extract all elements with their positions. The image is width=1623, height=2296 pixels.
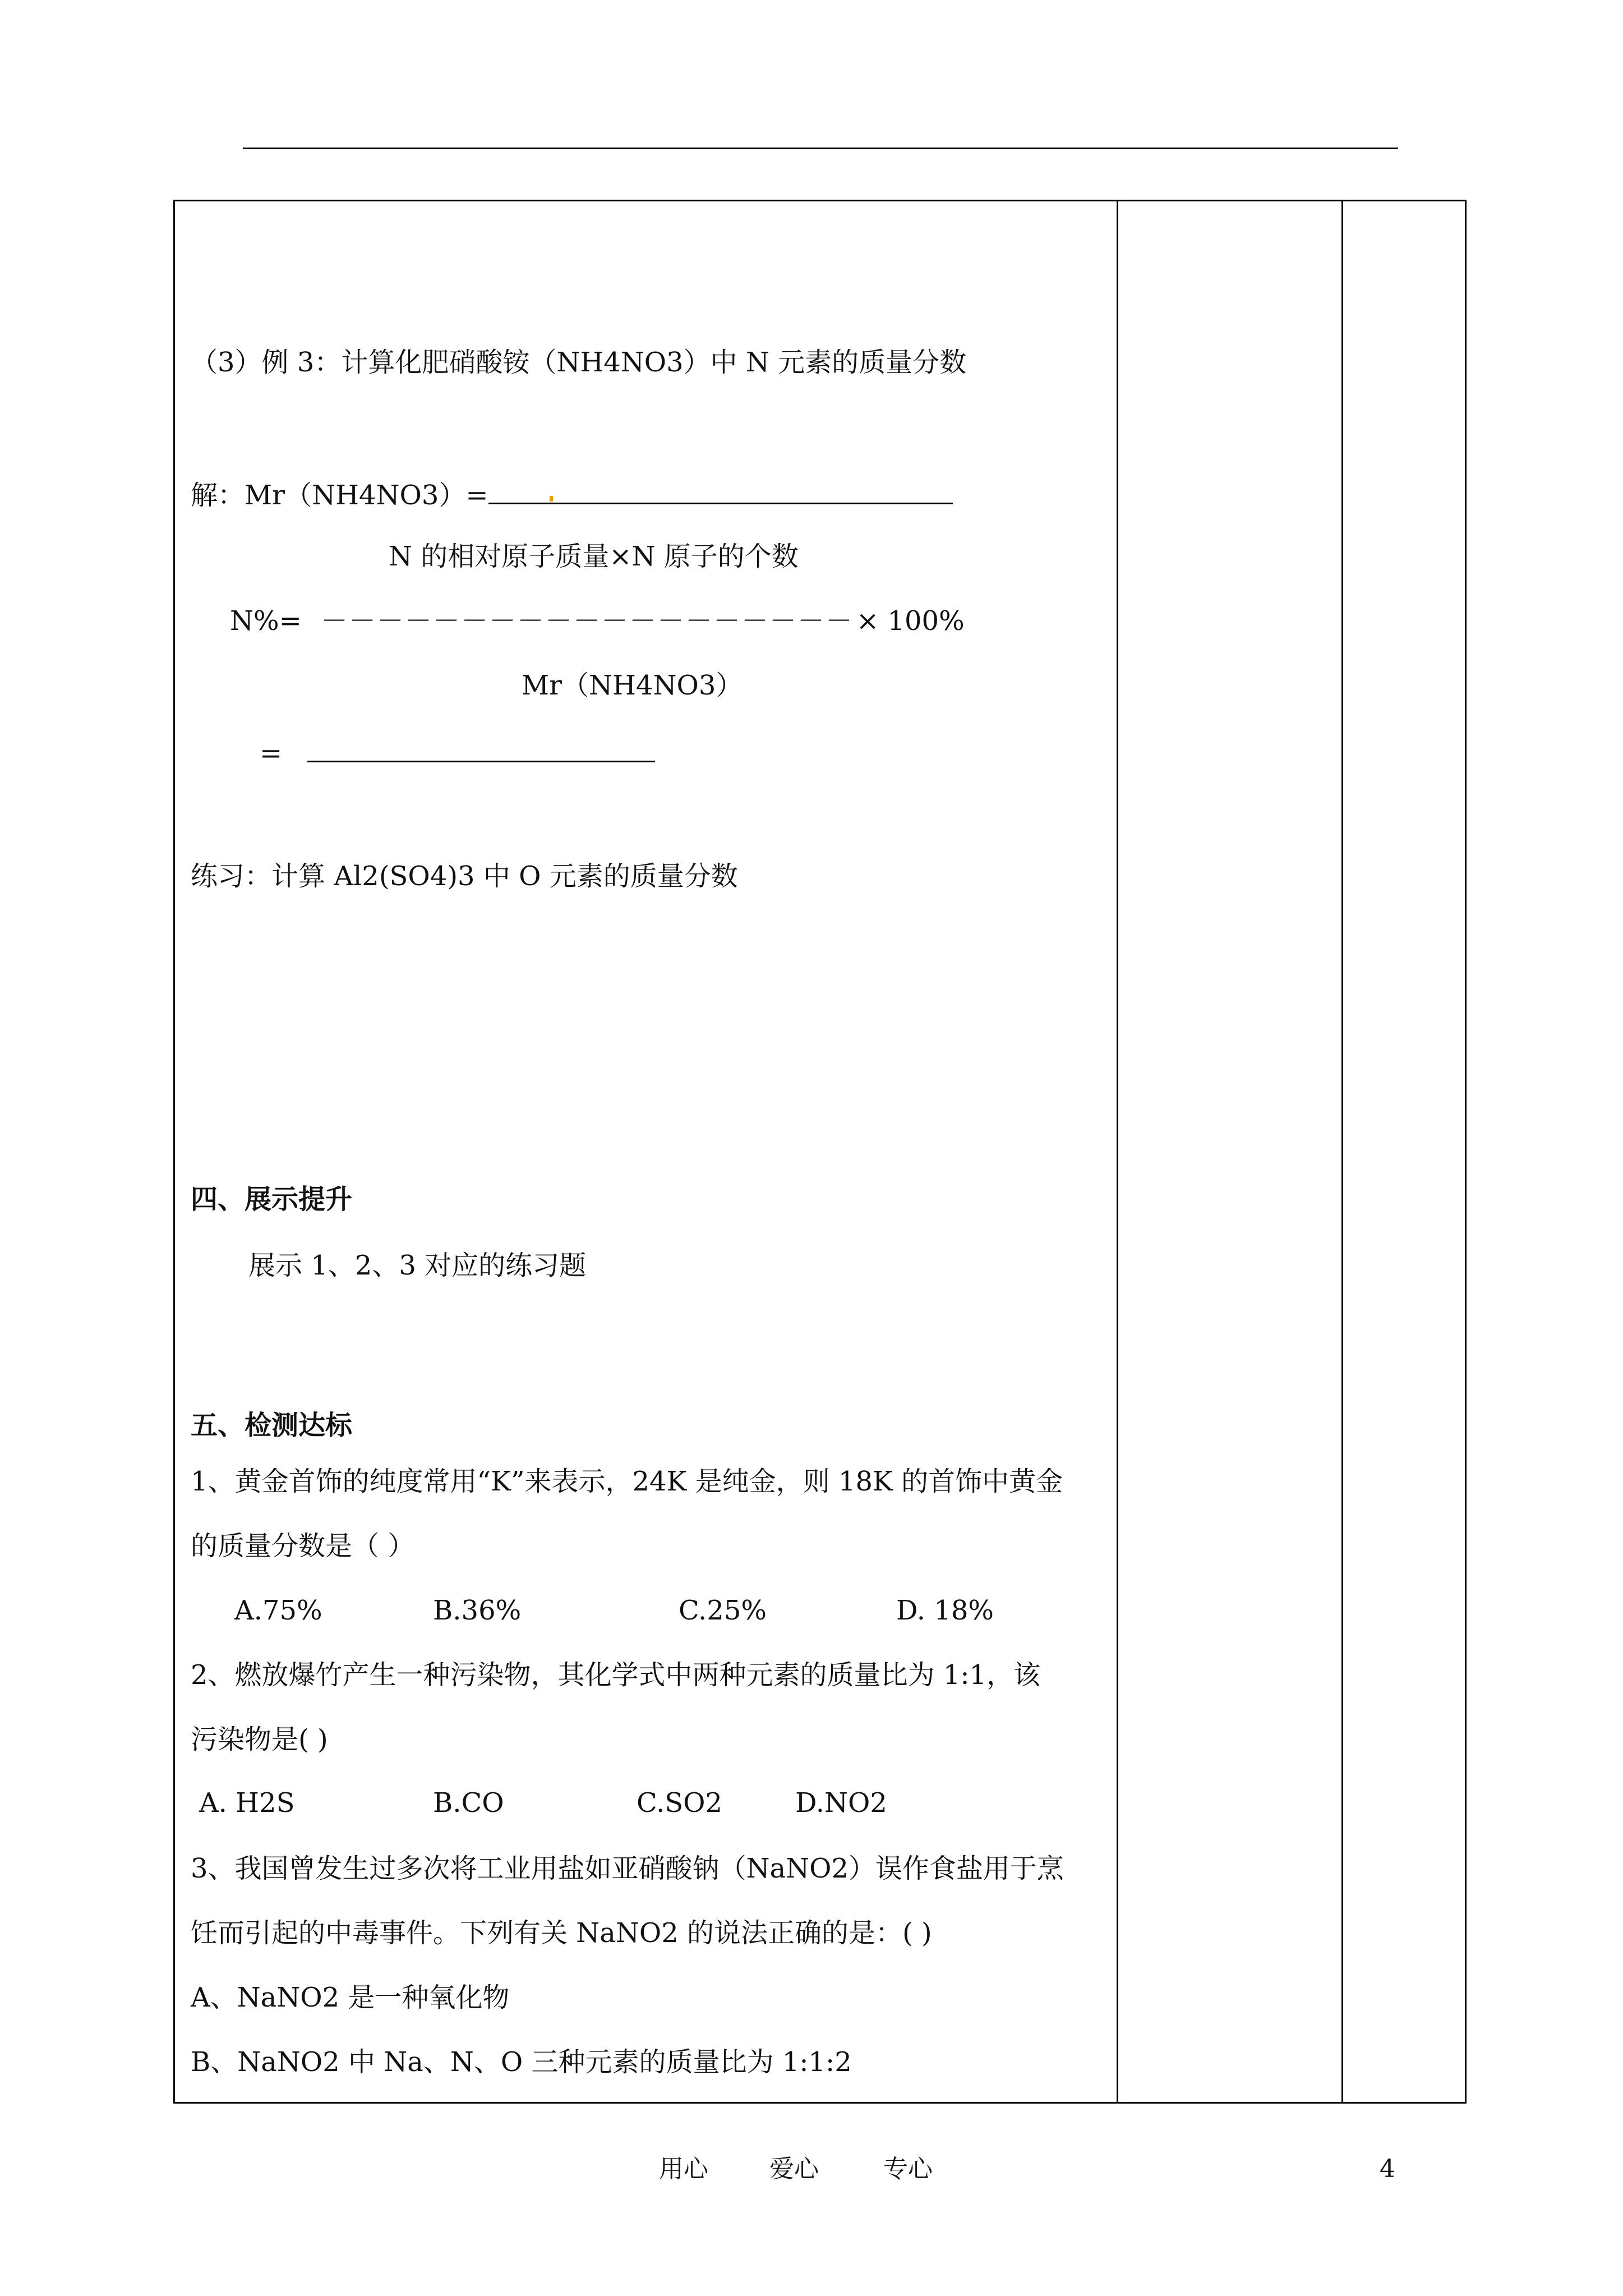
- q1-option-b: B.36%: [433, 1595, 522, 1626]
- fraction-bar: －－－－－－－－－－－－－－－－－－－: [321, 605, 854, 637]
- practice-question: 练习：计算 Al2(SO4)3 中 O 元素的质量分数: [191, 861, 738, 892]
- q1-line-2: 的质量分数是（ ）: [191, 1530, 415, 1562]
- q2-option-d: D.NO2: [795, 1787, 887, 1819]
- q1-option-a: A.75%: [234, 1595, 322, 1626]
- answer-blank-2: [307, 736, 655, 762]
- table-column-divider-1: [1117, 200, 1118, 2104]
- q2-option-c: C.SO2: [637, 1787, 723, 1819]
- equals-sign: =: [260, 738, 283, 769]
- q3-line-2: 饪而引起的中毒事件。下列有关 NaNO2 的说法正确的是：( ): [191, 1917, 932, 1949]
- q2-line-2: 污染物是( ): [191, 1724, 328, 1755]
- table-column-divider-2: [1341, 200, 1343, 2104]
- percent-label: N%=: [230, 605, 302, 637]
- fraction-denominator: Mr（NH4NO3）: [522, 670, 743, 701]
- highlight-mark: [550, 496, 553, 501]
- section4-text: 展示 1、2、3 对应的练习题: [248, 1250, 587, 1281]
- table-left-border: [173, 200, 175, 2104]
- table-top-border: [173, 200, 1467, 201]
- table-bottom-border: [173, 2102, 1467, 2104]
- example3-title: （3）例 3：计算化肥硝酸铵（NH4NO3）中 N 元素的质量分数: [191, 347, 967, 378]
- header-rule: [243, 148, 1398, 149]
- section5-heading: 五、检测达标: [191, 1410, 353, 1441]
- q1-line-1: 1、黄金首饰的纯度常用“K”来表示，24K 是纯金，则 18K 的首饰中黄金: [191, 1466, 1063, 1497]
- q3-option-b: B、NaNO2 中 Na、N、O 三种元素的质量比为 1:1:2: [191, 2046, 852, 2078]
- q3-option-a: A、NaNO2 是一种氧化物: [191, 1982, 510, 2013]
- fraction-numerator: N 的相对原子质量×N 原子的个数: [389, 541, 799, 572]
- table-right-border: [1465, 200, 1467, 2104]
- footer-slogan-2: 爱心: [769, 2155, 819, 2183]
- q1-option-d: D. 18%: [896, 1595, 994, 1626]
- answer-blank-1: [488, 478, 953, 504]
- q2-option-a: A. H2S: [199, 1787, 295, 1819]
- q2-line-1: 2、燃放爆竹产生一种污染物，其化学式中两种元素的质量比为 1:1，该: [191, 1659, 1041, 1691]
- result-line: [260, 736, 655, 767]
- page-number: 4: [1380, 2155, 1395, 2183]
- section4-heading: 四、展示提升: [191, 1184, 353, 1215]
- footer-slogan-1: 用心: [659, 2155, 708, 2183]
- times-100-percent: × 100%: [856, 605, 965, 637]
- solution-prefix: 解：Mr（NH4NO3）=: [191, 480, 488, 511]
- q3-line-1: 3、我国曾发生过多次将工业用盐如亚硝酸钠（NaNO2）误作食盐用于烹: [191, 1853, 1064, 1884]
- footer-slogan-3: 专心: [883, 2155, 933, 2183]
- q1-option-c: C.25%: [679, 1595, 767, 1626]
- solution-line: [191, 478, 953, 509]
- q2-option-b: B.CO: [433, 1787, 504, 1819]
